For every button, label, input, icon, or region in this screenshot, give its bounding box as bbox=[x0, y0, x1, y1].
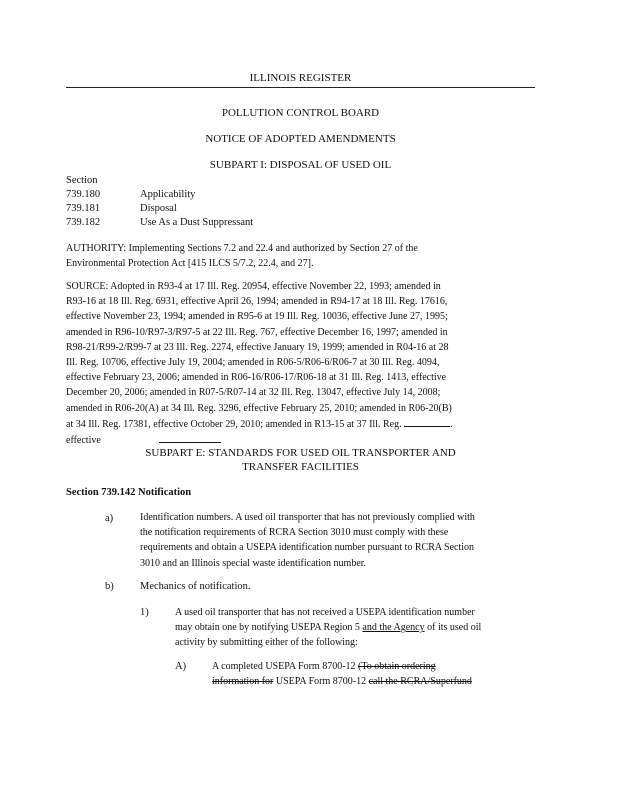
text-line: A used oil transporter that has not received a USEPA identification number bbox=[175, 607, 475, 618]
source-line: Ill. Reg. 10706, effective July 19, 2004; amended in R06-5/R06-6/R06-7 at 30 Ill. Reg. 4094, bbox=[66, 357, 440, 369]
register-title: ILLINOIS REGISTER bbox=[249, 72, 352, 84]
source-last-line: at 34 Ill. Reg. 17381, effective October 29, 2010; amended in R13-15 at 37 Ill. Reg. bbox=[66, 418, 402, 430]
source-line: R93-16 at 18 Ill. Reg. 6931, effective April 26, 1994; amended in R94-17 at 18 Ill. Reg. 17616, bbox=[66, 296, 448, 308]
source-line: amended in R06-20(A) at 34 Ill. Reg. 3296, effective February 25, 2010; amended in R06-20(B) bbox=[66, 402, 452, 414]
subsection-b1-text bbox=[175, 605, 481, 651]
subsection-b-text: Mechanics of notification. bbox=[140, 581, 251, 592]
period: . bbox=[450, 418, 453, 430]
board-title: POLLUTION CONTROL BOARD bbox=[221, 107, 380, 119]
section-title: Use As a Dust Suppressant bbox=[140, 217, 254, 228]
source-line: effective February 23, 2006; amended in R06-16/R06-17/R06-18 at 31 Ill. Reg. 1413, effective bbox=[66, 372, 447, 384]
authority-line: Environmental Protection Act [415 ILCS 5/7.2, 22.4, and 27]. bbox=[66, 258, 314, 270]
authority-line: AUTHORITY: Implementing Sections 7.2 and 22.4 and authorized by Section 27 of the bbox=[66, 243, 418, 254]
section-heading: Section bbox=[66, 175, 98, 186]
text-span: may obtain one by notifying USEPA Region 5 bbox=[175, 622, 363, 634]
source-line: SOURCE: Adopted in R93-4 at 17 Ill. Reg. 20954, effective November 22, 1993; amended in bbox=[66, 281, 441, 292]
blank-line bbox=[404, 416, 450, 427]
section-number: 739.181 bbox=[66, 203, 101, 214]
text-span: USEPA Form 8700-12 bbox=[273, 676, 369, 688]
source-line: amended in R96-10/R97-3/R97-5 at 22 Ill. Reg. 767, effective December 16, 1997; amended in bbox=[66, 326, 448, 338]
text-span: A completed USEPA Form 8700-12 bbox=[212, 661, 359, 672]
text-line: Identification numbers. A used oil transporter that has not previously complied with bbox=[140, 512, 475, 523]
text-line bbox=[175, 620, 481, 635]
deleted-text: call the RCRA/Superfund bbox=[368, 676, 472, 688]
inserted-text: and the Agency bbox=[362, 622, 425, 634]
blank-line bbox=[159, 432, 221, 443]
subsection-label: 1) bbox=[140, 607, 149, 618]
text-line bbox=[212, 674, 472, 689]
section-number: 739.182 bbox=[66, 217, 101, 228]
section-title: Applicability bbox=[140, 189, 196, 200]
notice-title: NOTICE OF ADOPTED AMENDMENTS bbox=[205, 133, 396, 145]
text-line: requirements and obtain a USEPA identification number pursuant to RCRA Section bbox=[140, 542, 475, 554]
subpart-e-title: TRANSFER FACILITIES bbox=[242, 461, 359, 473]
effective-word: effective bbox=[66, 435, 101, 447]
subsection-label: a) bbox=[105, 513, 114, 524]
header-rule bbox=[66, 87, 535, 88]
section-title: Disposal bbox=[140, 203, 177, 214]
text-line: 3010 and an Illinois special waste identification number. bbox=[140, 557, 367, 569]
section-title-heading: Section 739.142 Notification bbox=[66, 487, 192, 498]
text-line: activity by submitting either of the following: bbox=[175, 637, 358, 649]
subsection-label: A) bbox=[175, 661, 187, 672]
authority-paragraph bbox=[66, 241, 541, 271]
subpart-i-title: SUBPART I: DISPOSAL OF USED OIL bbox=[209, 159, 392, 171]
text-line: the notification requirements of RCRA Section 3010 must comply with these bbox=[140, 527, 449, 539]
source-paragraph bbox=[66, 279, 541, 448]
subsection-bA-text bbox=[212, 659, 472, 689]
subpart-e-title: SUBPART E: STANDARDS FOR USED OIL TRANSPORTER AND bbox=[145, 447, 456, 459]
deleted-text: (To obtain ordering bbox=[358, 661, 436, 672]
source-line: R98-21/R99-2/R99-7 at 23 Ill. Reg. 2274, effective January 19, 1999; amended in R04-16 at 28 bbox=[66, 341, 449, 353]
subsection-label: b) bbox=[105, 581, 114, 592]
section-number: 739.180 bbox=[66, 189, 101, 200]
source-line: effective November 23, 1994; amended in R95-6 at 19 Ill. Reg. 10036, effective June 27, 1995; bbox=[66, 311, 448, 323]
deleted-text: information for bbox=[212, 676, 274, 688]
text-span: of its used oil bbox=[424, 622, 482, 634]
subsection-a-text bbox=[140, 510, 475, 571]
text-line bbox=[212, 659, 472, 674]
source-line: December 20, 2006; amended in R07-5/R07-14 at 32 Ill. Reg. 13047, effective July 14, 2008; bbox=[66, 387, 441, 399]
source-line bbox=[66, 416, 541, 432]
